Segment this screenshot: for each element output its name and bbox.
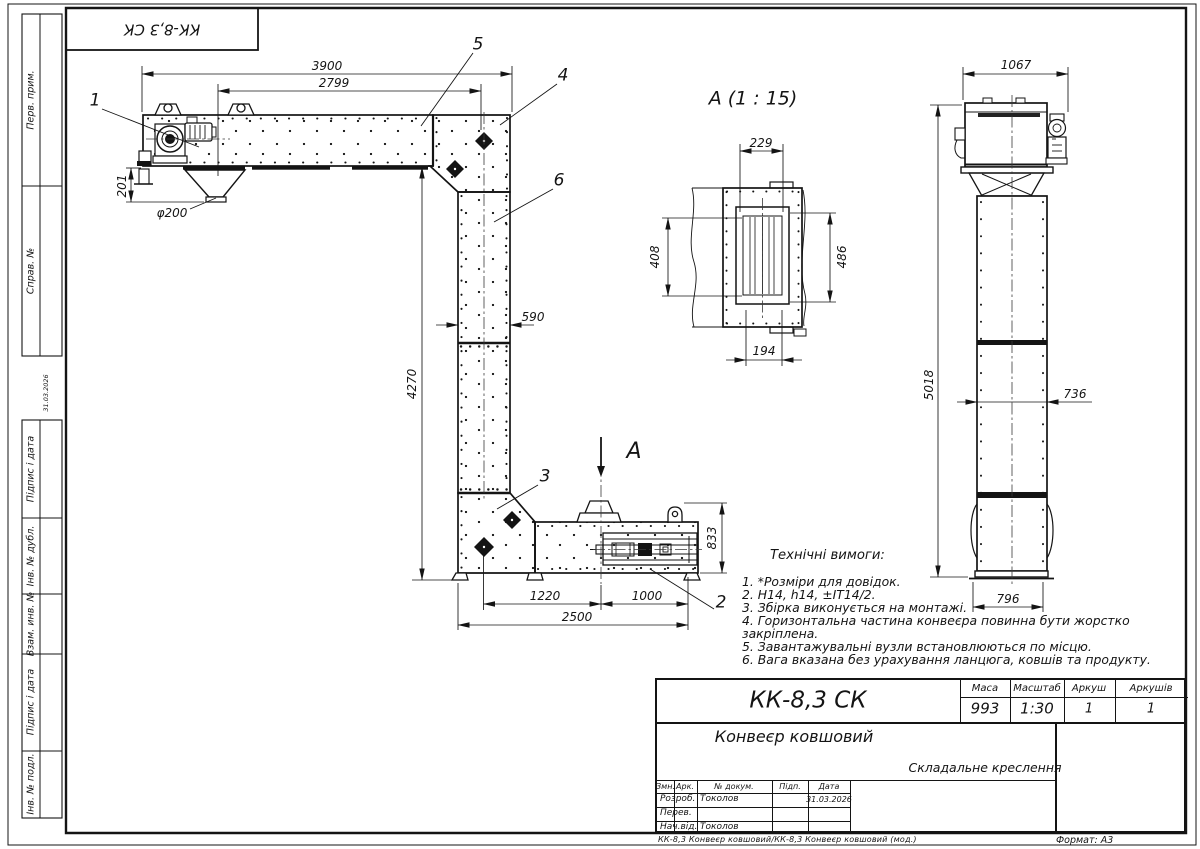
sheets-value: 1 bbox=[1146, 701, 1156, 717]
technical-requirements bbox=[742, 549, 1154, 666]
section-title: А (1 : 15) bbox=[708, 87, 798, 110]
margin-label-inv-dubl: Інв. № дубл. bbox=[25, 525, 37, 587]
footer-format: Формат: А3 bbox=[1056, 835, 1114, 846]
sheet-label: Аркуш bbox=[1071, 683, 1107, 694]
row-name: Токолов bbox=[700, 794, 739, 804]
dim-total-height: 5018 bbox=[922, 369, 936, 401]
col-sign: Підп. bbox=[779, 782, 801, 791]
tech-requirement-item: 5. Завантажувальні вузли встановлюються по місцю. bbox=[742, 639, 1092, 654]
margin-label-inv-podl: Інв. № подл. bbox=[25, 753, 37, 815]
dim-boot-height: 833 bbox=[705, 526, 719, 550]
dim-upper-length: 2799 bbox=[318, 76, 350, 90]
tech-requirement-item: 3. Збірка виконується на монтажі. bbox=[742, 600, 968, 615]
sheets-label: Аркушів bbox=[1129, 683, 1173, 694]
section-view-linework bbox=[662, 144, 836, 366]
margin-label-perv-prym: Перв. прим. bbox=[25, 70, 37, 130]
tech-requirement-item: 6. Вага вказана без урахування ланцюга, ковшів та продукту. bbox=[742, 652, 1151, 667]
dim-section-right-height: 486 bbox=[835, 245, 849, 269]
scale-label: Масштаб bbox=[1013, 683, 1061, 694]
dim-overall-length: 3900 bbox=[311, 59, 343, 73]
margin-label-pidpys-data-1: Підпис і дата bbox=[25, 435, 37, 503]
tech-requirements-title: Технічні вимоги: bbox=[770, 548, 885, 563]
dim-head-width: 1067 bbox=[1000, 58, 1032, 72]
callout-1: 1 bbox=[89, 90, 101, 111]
dim-base-width: 796 bbox=[996, 592, 1020, 606]
scale-value: 1:30 bbox=[1020, 699, 1054, 718]
footer-doc-code: КК-8,3 Конвеєр ковшовий/КК-8,3 Конвеєр ковшовий (мод.) bbox=[658, 835, 917, 844]
tech-requirement-item: 1. *Розміри для довідок. bbox=[742, 574, 901, 589]
mass-label: Маса bbox=[971, 683, 999, 694]
col-change: Змн. bbox=[656, 782, 675, 791]
row-role: Нач.від. bbox=[660, 822, 698, 832]
callout-3: 3 bbox=[539, 466, 551, 487]
row-date: 31.03.2026 bbox=[806, 795, 852, 804]
mass-value: 993 bbox=[970, 699, 1000, 718]
dim-column-width: 590 bbox=[521, 310, 545, 324]
row-role: Перев. bbox=[660, 808, 692, 818]
view-arrow-label: А bbox=[626, 439, 642, 464]
dim-boot-overall: 2500 bbox=[561, 610, 593, 624]
dim-boot-right: 1000 bbox=[631, 589, 663, 603]
margin-label-vzam-inv: Взам. инв. № bbox=[25, 591, 37, 657]
dim-side-column-width: 736 bbox=[1063, 387, 1087, 401]
dim-vertical-height: 4270 bbox=[405, 368, 419, 400]
margin-date: 31.03.2026 bbox=[41, 374, 50, 412]
title-block-designation: КК-8,3 СК bbox=[749, 687, 867, 714]
callout-2: 2 bbox=[715, 592, 727, 613]
margin-label-pidpys-data-2: Підпис і дата bbox=[25, 668, 37, 736]
tech-requirement-item: 2. Н14, h14, ±IT14/2. bbox=[742, 587, 876, 602]
sheet-value: 1 bbox=[1084, 701, 1094, 717]
col-date: Дата bbox=[818, 782, 840, 791]
title-block bbox=[655, 678, 1186, 833]
tech-requirement-item: 4. Горизонтальна частина конвеєра повинна бути жорстко закріплена. bbox=[742, 613, 1130, 641]
dim-section-bottom-width: 194 bbox=[752, 344, 776, 358]
side-view-linework bbox=[930, 67, 1092, 612]
col-sheet: Арк. bbox=[676, 782, 694, 791]
dim-window-width: 229 bbox=[749, 136, 773, 150]
inverted-code-stamp: КК-8,3 СК bbox=[123, 20, 201, 39]
row-role: Розроб. bbox=[660, 794, 696, 804]
dim-outlet-height: 201 bbox=[115, 174, 129, 198]
dim-section-left-height: 408 bbox=[648, 245, 662, 269]
margin-label-sprav-no: Справ. № bbox=[25, 247, 37, 295]
main-view-linework bbox=[102, 53, 727, 630]
callout-6: 6 bbox=[553, 170, 565, 191]
row-name: Токолов bbox=[700, 822, 739, 832]
title-block-doc-type: Складальне креслення bbox=[908, 759, 1062, 775]
title-block-name: Конвеєр ковшовий bbox=[714, 727, 874, 746]
callout-5: 5 bbox=[472, 34, 484, 55]
callout-4: 4 bbox=[557, 65, 569, 86]
dim-outlet-diameter: φ200 bbox=[156, 206, 188, 220]
dim-boot-left: 1220 bbox=[529, 589, 561, 603]
col-doc-no: № докум. bbox=[714, 782, 754, 791]
